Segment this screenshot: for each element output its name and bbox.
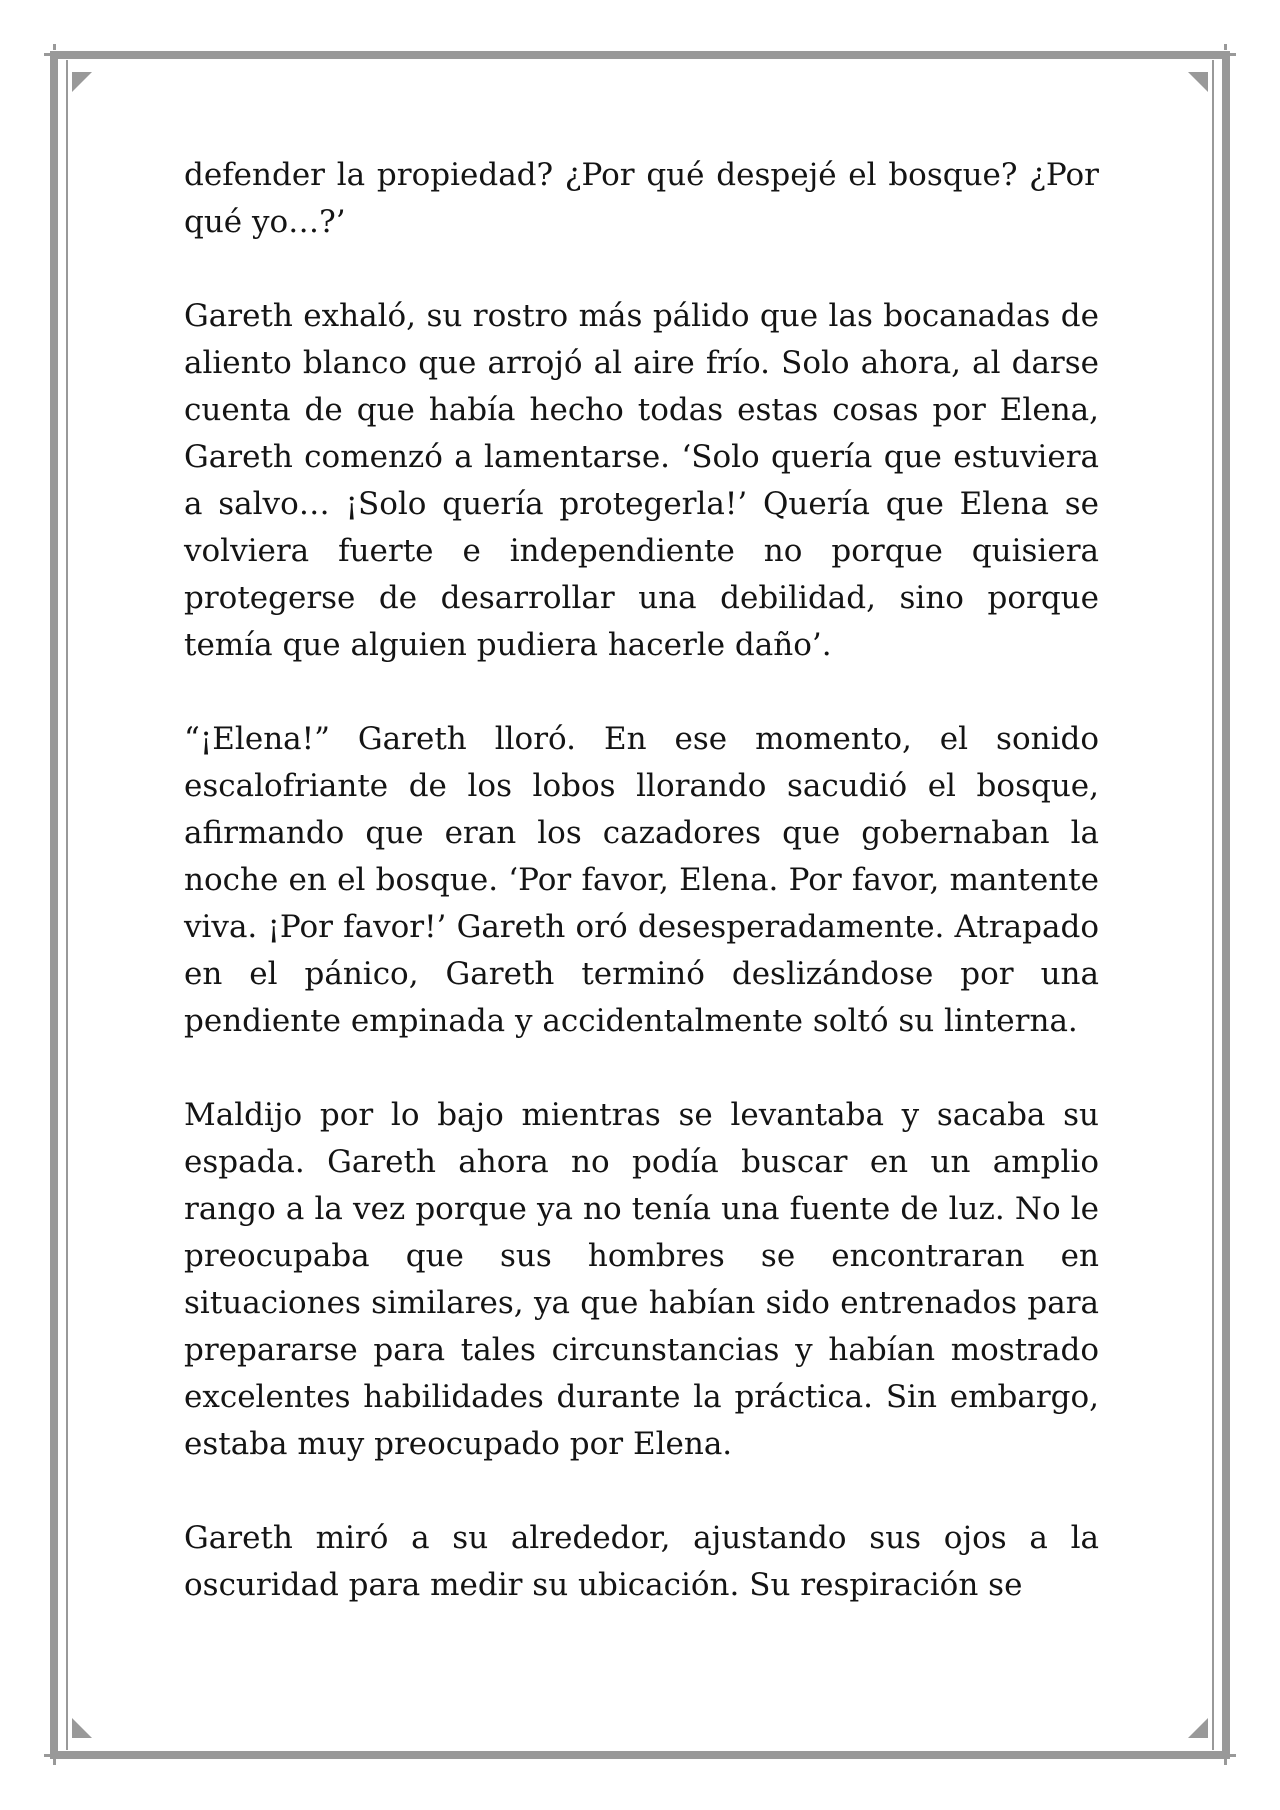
corner-tick-bl-h: [44, 1754, 50, 1757]
paragraph: defender la propiedad? ¿Por qué despejé el bosque? ¿Por qué yo…?’: [184, 157, 1099, 240]
paragraph: Gareth exhaló, su rostro más pálido que las bocanadas de aliento blanco que arrojó al aire frío. Solo ahora, al darse cuenta de que había hecho todas estas cosas por Elena, Gareth comenzó a lamentarse. ‘Solo quería que estuviera a salvo… ¡Solo quería protegerla!’ Quería que Elena se volviera fuerte e independiente no porque quisiera protegerse de desarrollar una debilidad, sino porque temía que alguien pudiera hacerle daño’.: [184, 298, 1099, 663]
corner-tick-br-h: [1230, 1754, 1236, 1757]
corner-tick-tl-v: [53, 44, 56, 50]
border-bottom: [50, 1751, 1230, 1759]
inner-line-left: [66, 60, 68, 1750]
border-left: [50, 51, 58, 1759]
corner-tick-bl-v: [53, 1759, 56, 1765]
corner-tick-tl-h: [44, 53, 50, 56]
corner-tick-br-v: [1224, 1759, 1227, 1765]
corner-ornament-bottom-right: [1188, 1718, 1208, 1738]
page-body-text: [184, 152, 1099, 1656]
inner-line-right: [1212, 60, 1214, 1750]
border-top: [50, 51, 1230, 59]
corner-ornament-top-right: [1188, 72, 1208, 92]
paragraph: “¡Elena!” Gareth lloró. En ese momento, el sonido escalofriante de los lobos llorando sacudió el bosque, afirmando que eran los cazadores que gobernaban la noche en el bosque. ‘Por favor, Elena. Por favor, mantente viva. ¡Por favor!’ Gareth oró desesperadamente. Atrapado en el pánico, Gareth terminó deslizándose por una pendiente empinada y accidentalmente soltó su linterna.: [184, 721, 1099, 1039]
paragraph: Gareth miró a su alrededor, ajustando sus ojos a la oscuridad para medir su ubicación. Su respiración se: [184, 1520, 1099, 1603]
border-right: [1222, 51, 1230, 1759]
corner-tick-tr-h: [1230, 53, 1236, 56]
paragraph: Maldijo por lo bajo mientras se levantaba y sacaba su espada. Gareth ahora no podía buscar en un amplio rango a la vez porque ya no tenía una fuente de luz. No le preocupaba que sus hombres se encontraran en situaciones similares, ya que habían sido entrenados para prepararse para tales circunstancias y habían mostrado excelentes habilidades durante la práctica. Sin embargo, estaba muy preocupado por Elena.: [184, 1097, 1099, 1462]
corner-ornament-bottom-left: [72, 1718, 92, 1738]
corner-ornament-top-left: [72, 72, 92, 92]
corner-tick-tr-v: [1224, 44, 1227, 50]
